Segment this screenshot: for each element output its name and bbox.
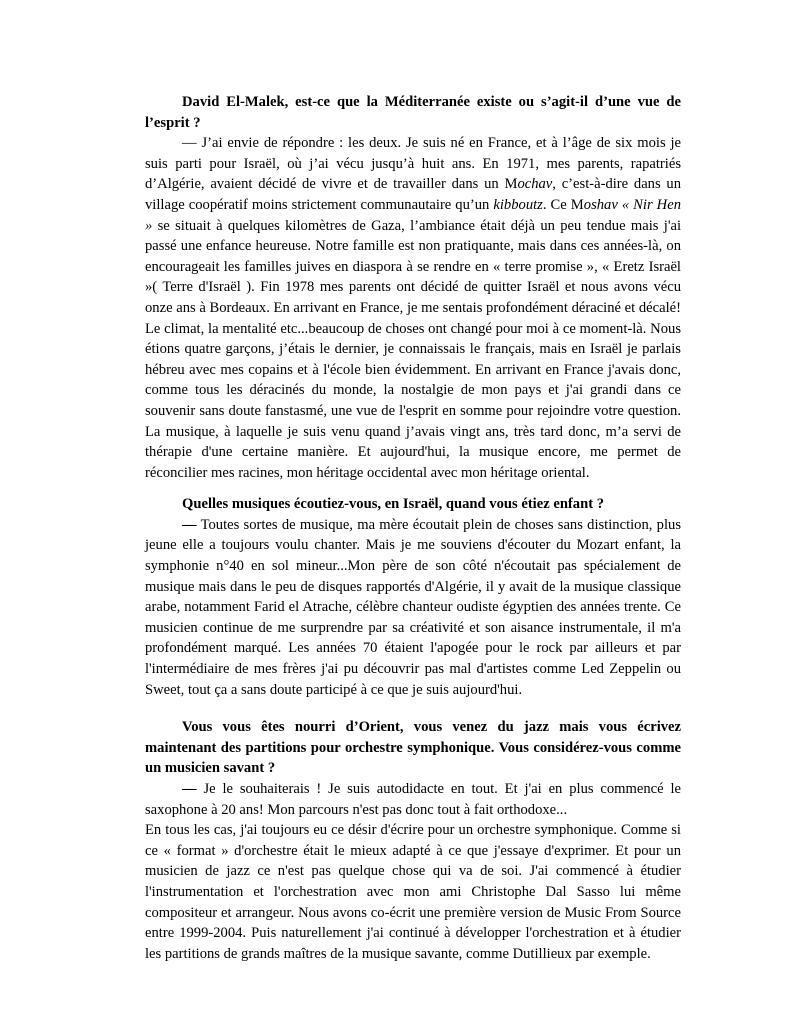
answer-3-part-2: En tous les cas, j'ai toujours eu ce désir d'écrire pour un orchestre symphonique. Comme si ce « format » d'orchestre était le mieux adapté à ce que j'essaye d'exprimer. Et pour un musicien de jazz ce n'est pas quelque chose qui va de soi. J'ai commencé à étudier l'instrumentation et l'orchestration avec mon ami Christophe Dal Sasso lui même compositeur et arrangeur. Nous avons co-écrit une première version de Music From Source entre 1999-2004. Puis naturellement j'ai continué à développer l'orchestration et à étudier les partitions de grands maîtres de la musique savante, comme Dutillieux par exemple. xyxy=(145,822,681,962)
interview-document xyxy=(145,92,681,964)
answer-dash: — xyxy=(182,135,197,152)
question-1: David El-Malek, est-ce que la Méditerranée existe ou s’agit-il d’une vue de l’esprit ? xyxy=(145,94,681,131)
question-3: Vous vous êtes nourri d’Orient, vous venez du jazz mais vous écrivez maintenant des partitions pour orchestre symphonique. Vous considérez-vous comme un musicien savant ? xyxy=(145,719,681,777)
answer-1-text-a: J’ai envie de répondre : les deux. Je suis né en France, et à l’âge de six mois je suis parti pour Israël, où j’ai vécu jusqu’à huit ans. En 1971, mes parents, rapatriés d’Algérie, avaient décidé de vivre et de travailler dans un M xyxy=(145,135,681,193)
answer-1-text-d: se situait à quelques kilomètres de Gaza, l’ambiance était déjà un peu tendue mais j'ai passé une enfance heureuse. Notre famille est non pratiquante, mais dans ces années-là, on encourageait les familles juives en diaspora à se rendre en « terre promise », « Eretz Israël »( Terre d'Israël ). Fin 1978 mes parents ont décidé de quitter Israël et nous avons vécu onze ans à Bordeaux. En arrivant en France, je me sentais profondément déraciné et décalé! Le climat, la mentalité etc...beaucoup de choses ont changé pour moi à ce moment-là. Nous étions quatre garçons, j’étais le dernier, je connaissais le français, mais en Israël je parlais hébreu avec mes copains et à l'école bien évidemment. En arrivant en France j'avais donc, comme tous les déracinés du monde, la nostalgie de mon pays et j'ai grandi dans ce souvenir sans doute fanstasmé, une vue de l'esprit en somme pour rejoindre votre question. La musique, à laquelle je suis venu quand j’avais vingt ans, très tard donc, m’a servi de thérapie d'une certaine manière. Et aujourd'hui, la musique encore, me permet de réconcilier mes racines, mon héritage occidental avec mon héritage oriental. xyxy=(145,217,681,481)
answer-1-italic-moshav: oshav « Nir Hen » xyxy=(145,196,681,234)
answer-1-italic-kibboutz: kibboutz xyxy=(493,196,543,213)
answer-dash: — xyxy=(182,781,197,797)
answer-dash: — xyxy=(182,516,197,533)
answer-1-text-b: , c’est-à-dire dans un village coopératif moins strictement communautaire qu’un xyxy=(145,176,682,213)
answer-2 xyxy=(145,515,681,700)
answer-3-part-1 xyxy=(145,779,681,820)
interview-section-1 xyxy=(145,92,681,483)
interview-section-3 xyxy=(145,717,681,964)
question-2: Quelles musiques écoutiez-vous, en Israël, quand vous étiez enfant ? xyxy=(182,496,605,513)
interview-section-2 xyxy=(145,494,681,700)
answer-2-text: Toutes sortes de musique, ma mère écoutait plein de choses sans distinction, plus jeune elle a toujours voulu chanter. Mais je me souviens d'écouter du Mozart enfant, la symphonie n°40 en sol mineur...Mon père de son côté n'écoutait pas spécialement de musique mais dans le peu de disques rapportés d'Algérie, il y avait de la musique classique arabe, notamment Farid el Atrache, célèbre chanteur oudiste égyptien des années trente. Ce musicien continue de me surprendre par sa créativité et son aisance instrumentale, il m'a profondément marqué. Les années 70 étaient l'apogée pour le rock par ailleurs et par l'intermédiaire de mes frères j'ai pu découvrir pas mal d'artistes comme Led Zeppelin ou Sweet, tout ça a sans doute participé à ce que je suis aujourd'hui. xyxy=(145,516,681,698)
answer-1-text-c: . Ce M xyxy=(542,196,584,213)
answer-1 xyxy=(145,133,681,483)
answer-1-italic-mochav: ochav xyxy=(517,176,553,193)
answer-3-text-1: Je le souhaiterais ! Je suis autodidacte en tout. Et j'ai en plus commencé le saxophone à 20 ans! Mon parcours n'est pas donc tout à fait orthodoxe... xyxy=(145,781,681,818)
